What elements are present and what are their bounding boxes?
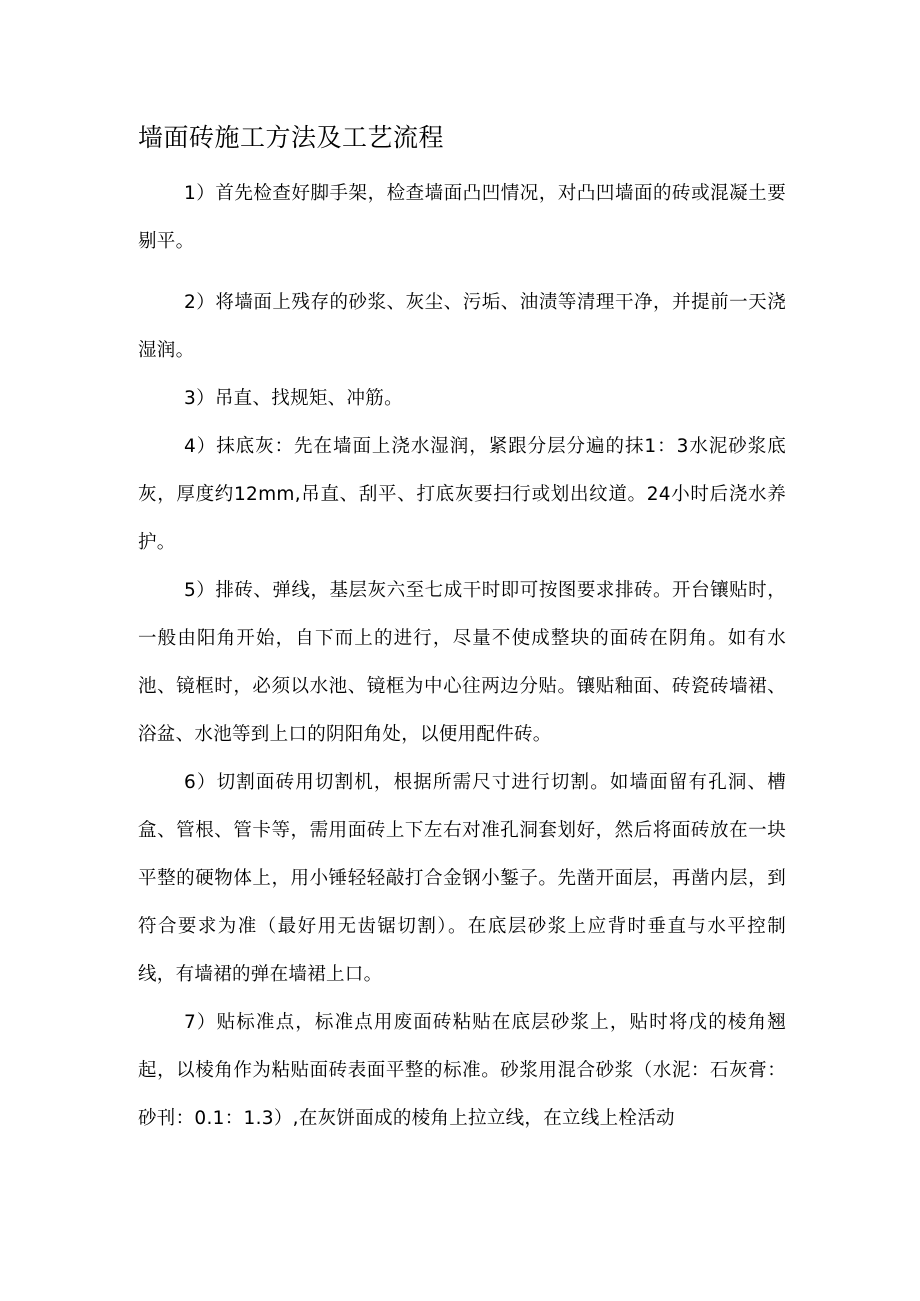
paragraph-6: 6）切割面砖用切割机，根据所需尺寸进行切割。如墙面留有孔洞、槽盒、管根、管卡等，需用面砖上下左右对准孔洞套划好，然后将面砖放在一块平整的硬物体上，用小锤轻轻敲打合金钢小錾子。先凿开面层，再凿内层，到符合要求为准（最好用无齿锯切割）。在底层砂浆上应背时垂直与水平控制线，有墙裙的弹在墙裙上口。 <box>138 772 786 985</box>
paragraph-4: 4）抹底灰：先在墙面上浇水湿润，紧跟分层分遍的抹1：3水泥砂浆底灰，厚度约12mm,吊直、刮平、打底灰要扫行或划出纹道。24小时后浇水养护。 <box>138 436 786 553</box>
document-title: 墙面砖施工方法及工艺流程 <box>138 123 445 152</box>
paragraph-2: 2）将墙面上残存的砂浆、灰尘、污垢、油渍等清理干净，并提前一天浇湿润。 <box>138 292 786 361</box>
paragraph-1: 1）首先检查好脚手架，检查墙面凸凹情况，对凸凹墙面的砖或混凝土要剔平。 <box>138 183 786 252</box>
paragraph-3: 3）吊直、找规矩、冲筋。 <box>184 388 403 409</box>
paragraph-7: 7）贴标准点，标准点用废面砖粘贴在底层砂浆上，贴时将戊的棱角翘起，以棱角作为粘贴面砖表面平整的标准。砂浆用混合砂浆（水泥：石灰膏：砂刊：0.1：1.3）,在灰饼面成的棱角上拉立线，在立线上栓活动 <box>138 1012 786 1129</box>
paragraph-5: 5）排砖、弹线，基层灰六至七成干时即可按图要求排砖。开台镶贴时，一般由阳角开始，自下而上的进行，尽量不使成整块的面砖在阴角。如有水池、镜框时，必须以水池、镜框为中心往两边分贴。镶贴釉面、砖瓷砖墙裙、浴盆、水池等到上口的阴阳角处，以便用配件砖。 <box>138 580 786 745</box>
